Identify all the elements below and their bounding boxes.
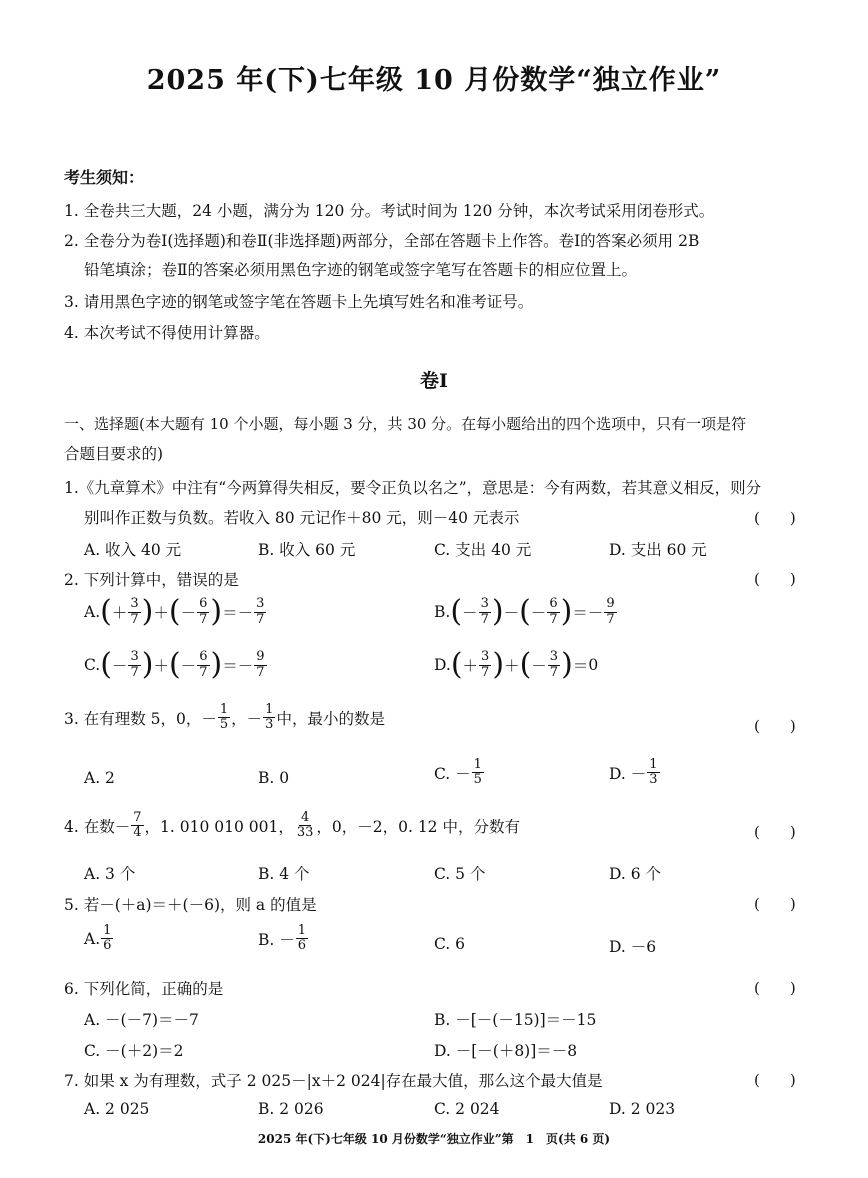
sign: ＋ [504, 657, 520, 675]
option-label: A. [84, 929, 101, 948]
option-b: B. 收入 60 元 [258, 541, 356, 559]
option-label: D. － [609, 764, 647, 783]
stem-text: 3. 在有理数 5，0，－ [64, 709, 217, 728]
notice-item: 1. 全卷共三大题，24 小题，满分为 120 分。考试时间为 120 分钟，本次考试采用闭卷形式。 [64, 202, 715, 220]
fraction: $\frac{1}{3}$ [265, 702, 274, 733]
fraction: $\frac{6}{7}$ [199, 596, 208, 627]
sign: － [237, 604, 254, 622]
paren: ( [100, 594, 112, 629]
paren: ( [450, 647, 463, 682]
stem-text: ，－ [231, 709, 263, 728]
option-label: B. [434, 603, 451, 621]
fraction: $\frac{6}{7}$ [549, 596, 558, 627]
option-label: A. [84, 603, 101, 621]
sign: － [237, 657, 254, 675]
notice-heading: 考生须知： [64, 168, 145, 187]
fraction: $\frac{1}{6}$ [297, 923, 307, 954]
notice-item: 3. 请用黑色字迹的钢笔或签字笔在答题卡上先填写姓名和准考证号。 [64, 293, 534, 311]
paren: ) [141, 647, 154, 682]
sign: － [462, 604, 478, 622]
option-a: A. 3 个 [84, 865, 136, 883]
sign: ＋ [462, 657, 479, 675]
question-1-stem-cont: 别叫作正数与负数。若收入 80 元记作＋80 元，则－40 元表示 [84, 509, 520, 527]
question-2-stem: 2. 下列计算中，错误的是 [64, 571, 239, 589]
section-instructions-cont: 合题目要求的) [64, 445, 164, 463]
question-4-stem [64, 811, 520, 841]
fraction: $\frac{4}{33}$ [296, 810, 314, 841]
option-b: B. －[－(－15)]＝－15 [434, 1011, 597, 1029]
option-c: C. 6 [434, 935, 466, 953]
notice-item: 4. 本次考试不得使用计算器。 [64, 324, 270, 342]
option-d: D. 6 个 [609, 865, 662, 883]
notice-item: 铅笔填涂；卷Ⅱ的答案必须用黑色字迹的钢笔或签字笔写在答题卡的相应位置上。 [84, 261, 638, 279]
fraction: $\frac{3}{7}$ [549, 649, 559, 680]
paren: ( [450, 594, 463, 629]
option-c: C. 支出 40 元 [434, 541, 532, 559]
question-5-stem: 5. 若－(＋a)＝＋(－6)，则 a 的值是 [64, 896, 317, 914]
option-a: A. 2 [84, 769, 115, 787]
paren: ( [519, 594, 531, 629]
fraction: $\frac{9}{7}$ [606, 596, 615, 627]
sign: ＝ [222, 657, 238, 675]
stem-text: ，0，－2，0. 12 中，分数有 [316, 817, 520, 836]
option-d: D. －6 [609, 938, 657, 956]
option-d: D. 2 023 [609, 1100, 676, 1118]
fraction: $\frac{1}{6}$ [103, 923, 112, 954]
option-b: B. 0 [258, 769, 290, 787]
option-c: C. 2 024 [434, 1100, 500, 1118]
paren: ) [141, 594, 154, 629]
sign: ＝ [572, 657, 589, 675]
sign: － [587, 604, 604, 622]
sign: ＋ [153, 657, 169, 675]
paren: ) [210, 647, 223, 682]
fraction: $\frac{3}{7}$ [480, 596, 489, 627]
sign: － [530, 604, 547, 622]
fraction: $\frac{3}{7}$ [130, 596, 139, 627]
sign: ＝ [222, 604, 238, 622]
sign: － [111, 657, 128, 675]
question-7-stem: 7. 如果 x 为有理数，式子 2 025－|x＋2 024|存在最大值，那么这个最大值是 [64, 1072, 603, 1090]
option-a: A. 收入 40 元 [84, 541, 182, 559]
fraction: $\frac{3}{7}$ [256, 596, 265, 627]
fraction: $\frac{1}{5}$ [219, 702, 229, 733]
fraction: $\frac{3}{7}$ [130, 649, 139, 680]
number: 0 [588, 656, 599, 674]
option-a: A. 2 025 [84, 1100, 150, 1118]
option-d: D. 支出 60 元 [609, 541, 707, 559]
option-b: B. 4 个 [258, 865, 310, 883]
option-a [84, 924, 114, 954]
fraction: $\frac{1}{5}$ [473, 757, 482, 788]
answer-bracket: ( ) [754, 717, 796, 735]
stem-text: 4. 在数－ [64, 817, 131, 836]
answer-bracket: ( ) [754, 895, 796, 913]
option-d [434, 647, 599, 682]
paren: ) [561, 647, 573, 682]
paren: ( [519, 647, 532, 682]
fraction: $\frac{1}{3}$ [649, 757, 658, 788]
option-c: C. －(＋2)＝2 [84, 1042, 184, 1060]
fraction: $\frac{6}{7}$ [199, 649, 208, 680]
sign: － [180, 657, 197, 675]
page-footer: 2025 年(下)七年级 10 月份数学“独立作业”第 1 页(共 6 页) [257, 1132, 611, 1146]
answer-bracket: ( ) [754, 509, 796, 527]
option-c [434, 758, 485, 788]
option-b: B. 2 026 [258, 1100, 324, 1118]
question-1-stem: 1.《九章算术》中注有“今两算得失相反，要令正负以名之”，意思是：今有两数，若其意义相反，则分 [64, 479, 762, 497]
question-3-stem [64, 703, 385, 733]
sign: ＋ [153, 604, 169, 622]
option-b [258, 924, 309, 954]
option-label: C. [84, 656, 101, 674]
stem-text: 中，最小的数是 [276, 709, 385, 728]
paren: ) [492, 647, 505, 682]
section-title: 卷Ⅰ [420, 370, 448, 392]
answer-bracket: ( ) [754, 823, 796, 841]
paren: ( [168, 647, 181, 682]
sign: － [180, 604, 197, 622]
stem-text: ，1. 010 010 001， [144, 817, 294, 836]
sign: － [503, 604, 520, 622]
sign: － [531, 657, 547, 675]
fraction: $\frac{9}{7}$ [256, 649, 265, 680]
option-d [609, 758, 661, 788]
sign: ＋ [111, 604, 128, 622]
option-b [434, 594, 618, 629]
paren: ( [168, 594, 181, 629]
answer-bracket: ( ) [754, 1071, 796, 1089]
option-label: B. － [258, 930, 295, 949]
fraction: $\frac{7}{4}$ [133, 810, 142, 841]
option-a: A. －(－7)＝－7 [84, 1011, 199, 1029]
answer-bracket: ( ) [754, 570, 796, 588]
paren: ) [560, 594, 573, 629]
section-instructions: 一、选择题(本大题有 10 个小题，每小题 3 分，共 30 分。在每小题给出的四个选项中，只有一项是符 [64, 415, 747, 433]
page-title: 2025 年(下)七年级 10 月份数学“独立作业” [146, 65, 722, 96]
fraction: $\frac{3}{7}$ [481, 649, 490, 680]
notice-item: 2. 全卷分为卷Ⅰ(选择题)和卷Ⅱ(非选择题)两部分，全部在答题卡上作答。卷Ⅰ的答案必须用 2B [64, 232, 700, 250]
question-6-stem: 6. 下列化简，正确的是 [64, 980, 224, 998]
sign: ＝ [572, 604, 588, 622]
option-label: D. [434, 656, 451, 674]
answer-bracket: ( ) [754, 979, 796, 997]
option-c: C. 5 个 [434, 865, 486, 883]
option-d: D. －[－(＋8)]＝－8 [434, 1042, 578, 1060]
paren: ) [491, 594, 504, 629]
option-label: C. － [434, 764, 471, 783]
option-c [84, 647, 268, 682]
paren: ) [210, 594, 223, 629]
paren: ( [100, 647, 112, 682]
option-a [84, 594, 267, 629]
